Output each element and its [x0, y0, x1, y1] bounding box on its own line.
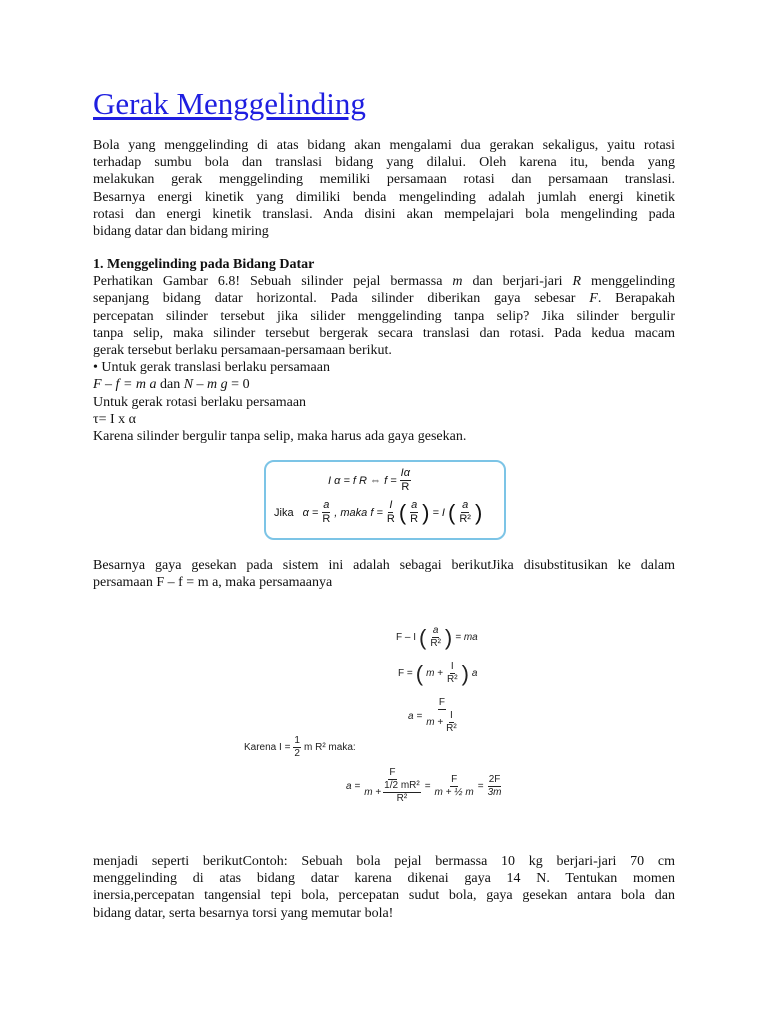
denominator: R²	[396, 793, 408, 804]
equation-part: F – f = m a	[93, 377, 157, 393]
denominator: m + ½ m	[434, 786, 474, 798]
torque-equation: τ= I x α	[93, 411, 137, 427]
paren-close: )	[461, 660, 469, 686]
numerator: Iα	[400, 467, 410, 479]
bullet-item: • Untuk gerak translasi berlaku persamaan	[93, 360, 330, 376]
equation-text: a =	[346, 780, 361, 792]
equation-line	[93, 376, 675, 393]
fraction	[487, 775, 503, 798]
text-line: persamaan F – f = m a, maka persamaanya	[93, 575, 333, 591]
fraction	[446, 662, 459, 685]
fraction	[400, 468, 411, 493]
equation-text: a	[471, 668, 478, 679]
numerator: F	[438, 697, 445, 708]
numerator: 1	[294, 735, 300, 746]
numerator: a	[323, 499, 330, 511]
equation-text: F =	[398, 668, 413, 679]
denominator: R	[410, 513, 419, 525]
text-segment: sepanjang bidang datar horizontal. Pada silinder diberikan gaya sebesar	[93, 291, 590, 307]
equation-row	[346, 768, 502, 804]
text-line: melakukan gerak menggelinding memiliki persamaan rotasi dan persamaan translasi.	[93, 172, 675, 188]
denominator: R	[401, 481, 410, 493]
text-line: Besarnya gaya gesekan pada sistem ini adalah sebagai berikutJika disubstitusikan ke dalam	[93, 558, 675, 573]
denominator	[363, 780, 422, 804]
equation-row	[396, 626, 478, 649]
equation-text: m +	[426, 716, 444, 728]
equation-text: Jika	[274, 506, 294, 519]
text-segment: dan	[156, 377, 184, 393]
equation-row	[274, 500, 482, 525]
text-segment: . Berapakah	[597, 291, 676, 307]
text-line: inersia,percepatan tangensial tepi bola, percepatan sudut bola, gaya gesekan antara bola dan	[93, 888, 675, 904]
text-line: bidang datar dan bidang miring	[93, 224, 269, 240]
equation-text: = ma	[455, 632, 478, 643]
numerator: a	[432, 625, 439, 636]
equation-row	[398, 662, 477, 685]
text-line: percepatan silinder tersebut jika silider menggelinding tanpa selip? Jika silinder bergulir	[93, 308, 675, 324]
example-paragraph	[93, 853, 675, 922]
text-line: Besarnya energi kinetik yang dimiliki benda mengelinding adalah jumlah energi kinetik	[93, 189, 675, 205]
equation-text: = I	[432, 506, 445, 519]
numerator: F	[451, 773, 458, 785]
equation-part: = 0	[227, 377, 250, 393]
acceleration-derivation	[238, 620, 538, 830]
paren-open: (	[415, 660, 424, 686]
friction-equation-box	[264, 460, 506, 540]
equation-row	[244, 736, 356, 759]
page-title: Gerak Menggelinding	[93, 86, 366, 121]
equation-text: m +	[426, 668, 444, 679]
text-line: Karena silinder bergulir tanpa selip, maka harus ada gaya gesekan.	[93, 429, 467, 445]
numerator: I	[389, 499, 393, 511]
text-segment: dan berjari-jari	[462, 274, 573, 290]
equation-text: α =	[302, 506, 319, 519]
equation-text: m +	[364, 786, 382, 798]
paren-open: (	[398, 499, 407, 525]
text-line	[93, 290, 675, 307]
equation-text: Karena I =	[244, 742, 291, 753]
symbol-m: m	[452, 274, 463, 290]
fraction	[429, 626, 442, 649]
numerator: 2F	[488, 773, 501, 785]
text-line: rotasi dan energi kinetik translasi. Anda disini akan mempelajari bola mengelinding pada	[93, 206, 675, 222]
denominator: R²	[459, 513, 471, 525]
text-line: Bola yang menggelinding di atas bidang akan mengalami dua gerakan sekaligus, yaitu rotasi	[93, 138, 675, 153]
fraction	[425, 698, 459, 734]
equation-text: F – I	[396, 632, 417, 643]
paren-open: (	[448, 499, 456, 525]
paren-close: )	[444, 624, 453, 650]
text-line: tanpa selip, maka silinder tersebut bergerak secara translasi dan rotasi. Pada kedua macam	[93, 325, 675, 341]
denominator: 2	[294, 748, 300, 759]
text-line	[93, 273, 675, 290]
text-line: menjadi seperti berikutContoh: Sebuah bola pejal bermassa 10 kg berjari-jari 70 cm	[93, 854, 675, 869]
fraction	[458, 500, 472, 525]
paren-open: (	[419, 624, 427, 650]
fraction	[445, 711, 458, 734]
equation-text: I α = f R ⇔ f =	[328, 474, 397, 487]
text-line: bidang datar, serta besarnya torsi yang memutar bola!	[93, 905, 394, 921]
numerator: a	[411, 499, 418, 511]
equation-part: N – m g	[183, 377, 228, 393]
fraction	[409, 500, 419, 525]
equation-text: =	[477, 780, 484, 792]
numerator: a	[462, 499, 469, 511]
intro-paragraph	[93, 137, 675, 240]
text-line: gerak tersebut berlaku persamaan-persamaan berikut.	[93, 343, 392, 359]
denominator: R	[322, 513, 331, 525]
numerator: I	[450, 710, 453, 721]
paren-close: )	[474, 499, 483, 525]
section-heading: 1. Menggelinding pada Bidang Datar	[93, 257, 315, 272]
numerator: I	[450, 661, 454, 672]
fraction	[383, 781, 421, 804]
denominator: R²	[430, 638, 441, 649]
equation-text: =	[424, 780, 431, 792]
fraction	[386, 500, 396, 525]
symbol-R: R	[572, 274, 582, 290]
fraction	[321, 500, 331, 525]
equation-row	[328, 468, 411, 493]
denominator: R²	[447, 674, 458, 685]
section-flat-plane	[93, 256, 675, 445]
denominator: R	[386, 513, 395, 525]
fraction	[363, 768, 422, 804]
equation-text: , maka f =	[334, 506, 383, 519]
text-segment: Perhatikan Gambar 6.8! Sebuah silinder pejal bermassa	[93, 274, 453, 290]
denominator: 3m	[487, 786, 502, 798]
symbol-F: F	[589, 291, 598, 307]
text-line: Untuk gerak rotasi berlaku persamaan	[93, 394, 307, 410]
fraction	[293, 736, 301, 759]
substitution-paragraph	[93, 557, 675, 591]
fraction	[434, 775, 475, 798]
denominator	[425, 710, 459, 734]
paren-close: )	[422, 499, 430, 525]
numerator: 1/2 mR²	[384, 780, 420, 791]
text-line: menggelinding di atas bidang datar karena dikenai gaya 14 N. Tentukan momen	[93, 871, 675, 887]
numerator: F	[389, 767, 396, 778]
equation-row	[408, 698, 459, 734]
equation-text: a =	[408, 710, 423, 722]
text-segment: menggelinding	[581, 274, 675, 290]
text-line: terhadap sumbu bola dan translasi bidang yang dilalui. Oleh karena itu, benda yang	[93, 155, 675, 171]
equation-text: m R² maka:	[303, 742, 356, 753]
denominator: R²	[446, 723, 457, 734]
